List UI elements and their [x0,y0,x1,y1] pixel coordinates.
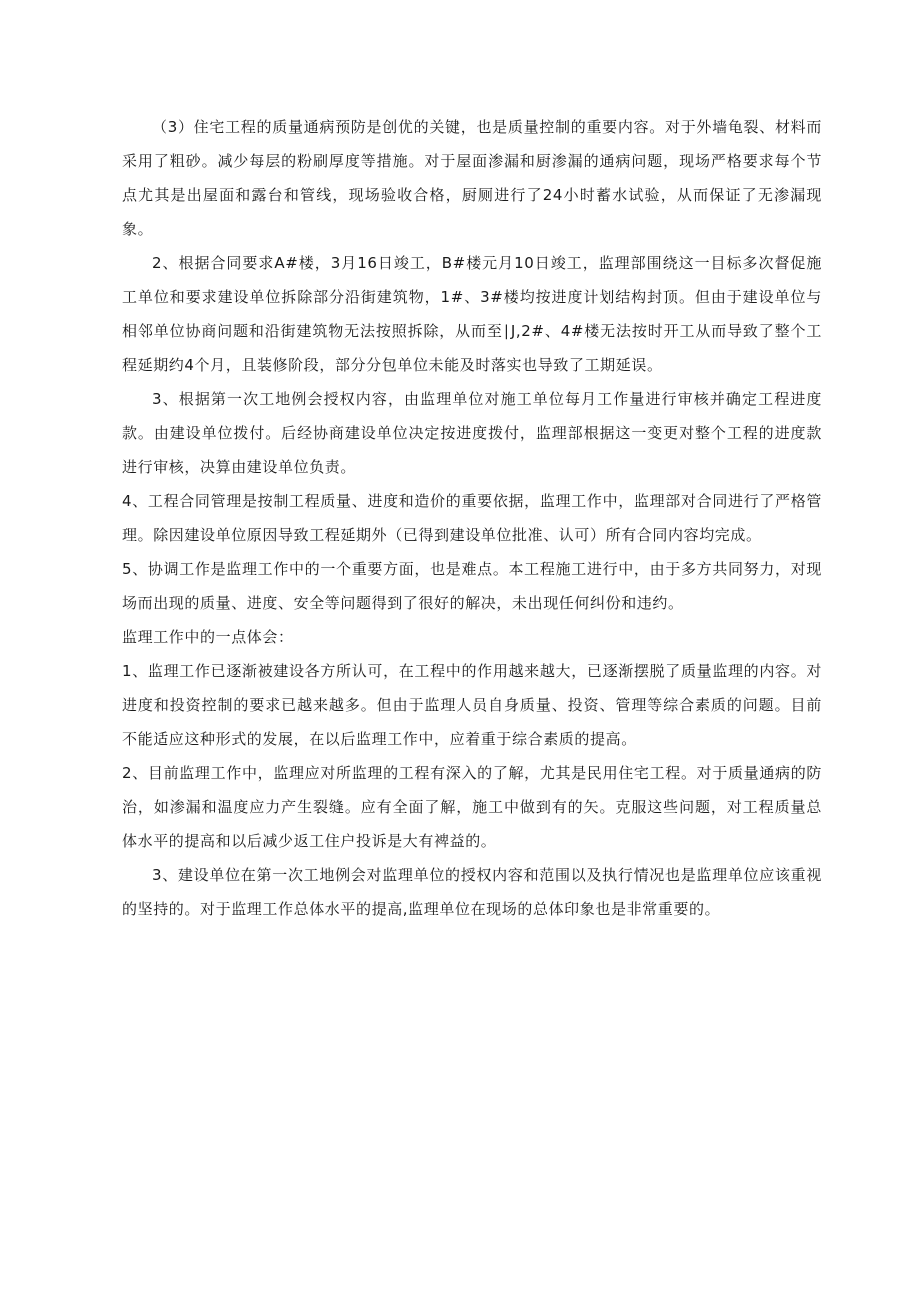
section-heading-experience: 监理工作中的一点体会： [122,628,294,646]
document-body [122,110,822,926]
paragraph-coordination: 5、协调工作是监理工作中的一个重要方面，也是难点。本工程施工进行中，由于多方共同努力，对现场而出现的质量、进度、安全等问题得到了很好的解决，未出现任何纠份和违约。 [122,560,822,612]
paragraph-experience-3: 3、建设单位在第一次工地例会对监理单位的授权内容和范围以及执行情况也是监理单位应该重视的坚持的。对于监理工作总体水平的提高,监理单位在现场的总体印象也是非常重要的。 [122,866,822,918]
paragraph-experience-2: 2、目前监理工作中，监理应对所监理的工程有深入的了解，尤其是民用住宅工程。对于质量通病的防治，如渗漏和温度应力产生裂缝。应有全面了解，施工中做到有的矢。克服这些问题，对工程质量总体水平的提高和以后减少返工住户投诉是大有裨益的。 [122,764,822,850]
paragraph-quality-defect-prevention: （3）住宅工程的质量通病预防是创优的关键，也是质量控制的重要内容。对于外墙龟裂、材料而采用了粗砂。减少每层的粉刷厚度等措施。对于屋面渗漏和厨渗漏的通病问题，现场严格要求每个节点尤其是出屋面和露台和管线，现场验收合格，厨厕进行了24小时蓄水试验，从而保证了无渗漏现象。 [122,118,822,238]
paragraph-contract-management: 4、工程合同管理是按制工程质量、进度和造价的重要依据，监理工作中，监理部对合同进行了严格管理。除因建设单位原因导致工程延期外（已得到建设单位批准、认可）所有合同内容均完成。 [122,492,822,544]
paragraph-progress-payment: 3、根据第一次工地例会授权内容，由监理单位对施工单位每月工作量进行审核并确定工程进度款。由建设单位拨付。后经协商建设单位决定按进度拨付，监理部根据这一变更对整个工程的进度款进行审核，决算由建设单位负责。 [122,390,822,476]
paragraph-schedule-delay: 2、根据合同要求A#楼，3月16日竣工，B#楼元月10日竣工，监理部围绕这一目标多次督促施工单位和要求建设单位拆除部分沿街建筑物，1#、3#楼均按进度计划结构封顶。但由于建设单位与相邻单位协商问题和沿街建筑物无法按照拆除，从而至∣J,2#、4#楼无法按时开工从而导致了整个工程延期约4个月，且装修阶段，部分分包单位未能及时落实也导致了工期延误。 [122,254,822,374]
paragraph-experience-1: 1、监理工作已逐渐被建设各方所认可，在工程中的作用越来越大，已逐渐摆脱了质量监理的内容。对进度和投资控制的要求已越来越多。但由于监理人员自身质量、投资、管理等综合素质的问题。目前不能适应这种形式的发展，在以后监理工作中，应着重于综合素质的提高。 [122,662,822,748]
